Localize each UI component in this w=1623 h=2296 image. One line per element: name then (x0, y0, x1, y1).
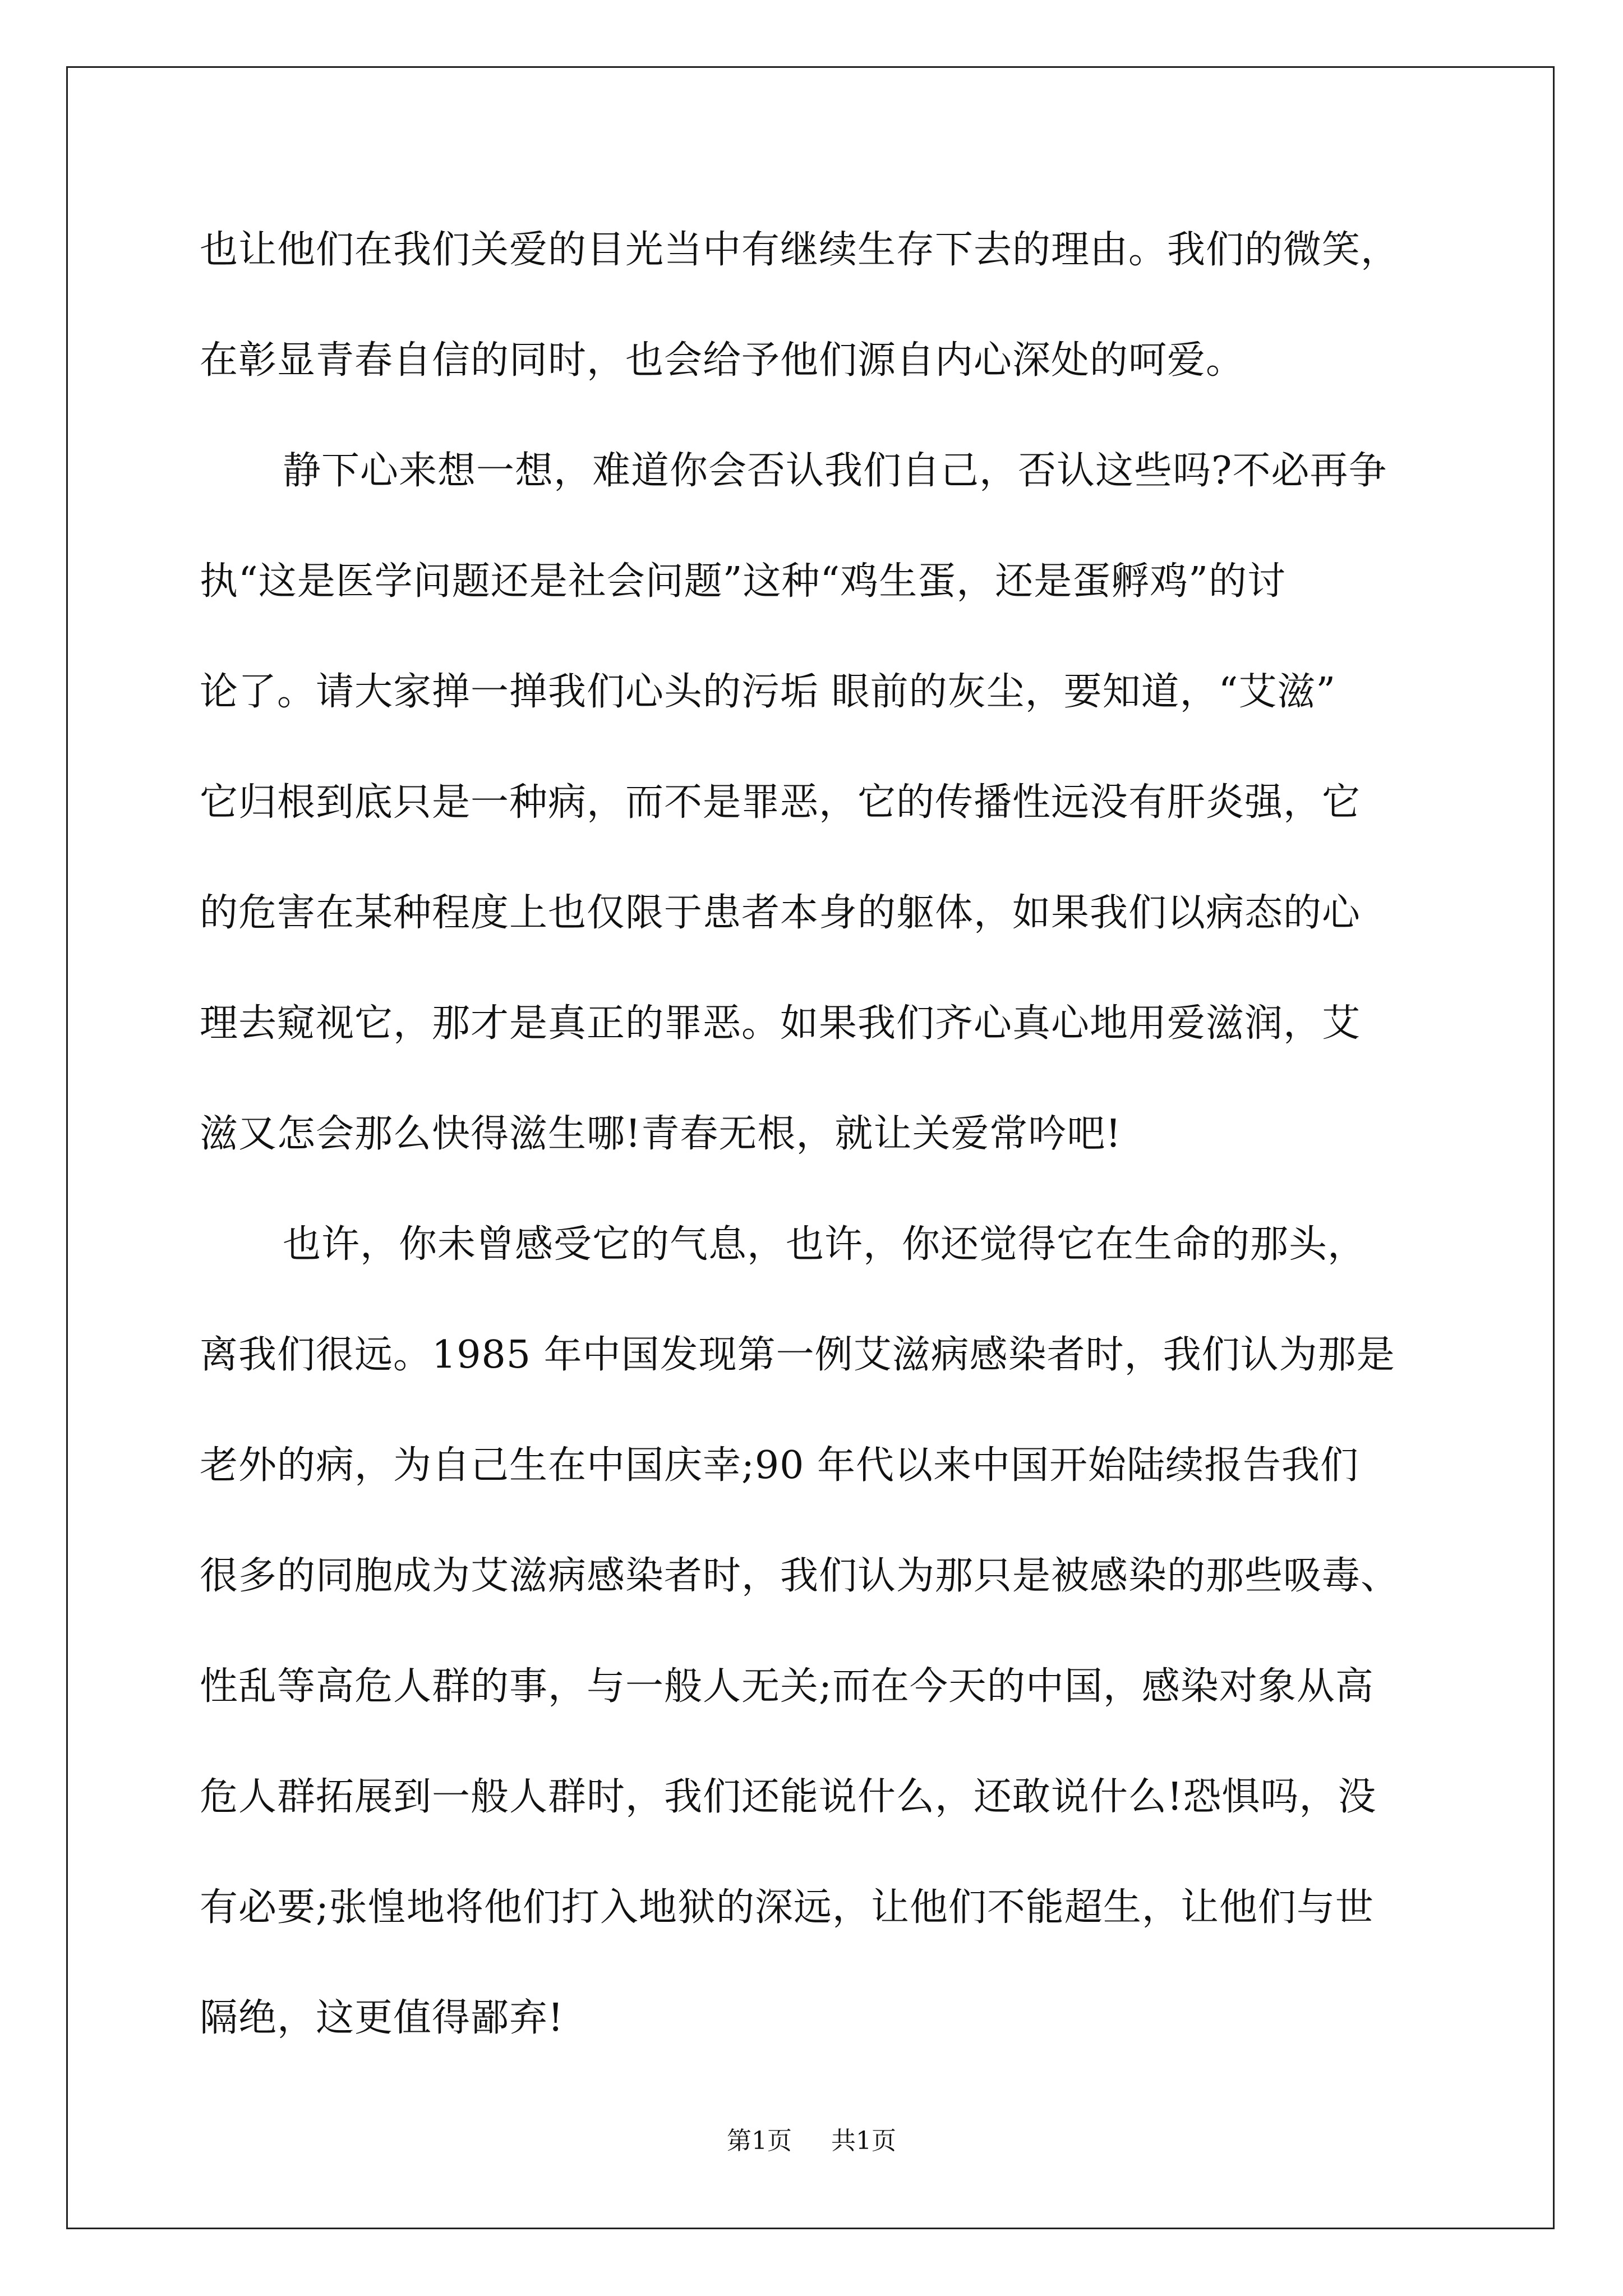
text-line: 滋又怎会那么快得滋生哪!青春无根，就让关爱常吟吧! (200, 1112, 1122, 1156)
page-number: 第1页 (727, 2127, 792, 2155)
text-line: 的危害在某种程度上也仅限于患者本身的躯体，如果我们以病态的心 (200, 891, 1361, 935)
text-line: 危人群拓展到一般人群时，我们还能说什么，还敢说什么!恐惧吗，没 (200, 1775, 1377, 1819)
text-line: 隔绝，这更值得鄙弃! (200, 1996, 564, 2040)
document-body (200, 212, 1461, 2091)
text-line: 也让他们在我们关爱的目光当中有继续生存下去的理由。我们的微笑， (200, 228, 1400, 272)
text-line: 很多的同胞成为艾滋病感染者时，我们认为那只是被感染的那些吸毒、 (200, 1554, 1400, 1598)
paragraph-start-line: 也许，你未曾感受它的气息，也许，你还觉得它在生命的那头， (283, 1222, 1367, 1267)
page-footer (0, 2124, 1623, 2158)
text-line: 它归根到底只是一种病，而不是罪恶，它的传播性远没有肝炎强，它 (200, 780, 1361, 825)
text-line: 在彰显青春自信的同时，也会给予他们源自内心深处的呵爱。 (200, 338, 1245, 383)
text-line: 老外的病，为自己生在中国庆幸;90 年代以来中国开始陆续报告我们 (200, 1443, 1359, 1488)
text-line: 性乱等高危人群的事，与一般人无关;而在今天的中国，感染对象从高 (200, 1664, 1374, 1709)
text-line: 论了。请大家掸一掸我们心头的污垢 眼前的灰尘，要知道，“艾滋” (200, 670, 1336, 714)
text-line: 理去窥视它，那才是真正的罪恶。如果我们齐心真心地用爱滋润，艾 (200, 1001, 1361, 1046)
page-total: 共1页 (831, 2127, 896, 2155)
text-line: 执“这是医学问题还是社会问题”这种“鸡生蛋，还是蛋孵鸡”的讨 (200, 559, 1287, 604)
text-line: 有必要;张惶地将他们打入地狱的深远，让他们不能超生，让他们与世 (200, 1885, 1374, 1930)
paragraph-start-line: 静下心来想一想，难道你会否认我们自己，否认这些吗?不必再争 (283, 449, 1387, 493)
text-line: 离我们很远。1985 年中国发现第一例艾滋病感染者时，我们认为那是 (200, 1333, 1395, 1377)
